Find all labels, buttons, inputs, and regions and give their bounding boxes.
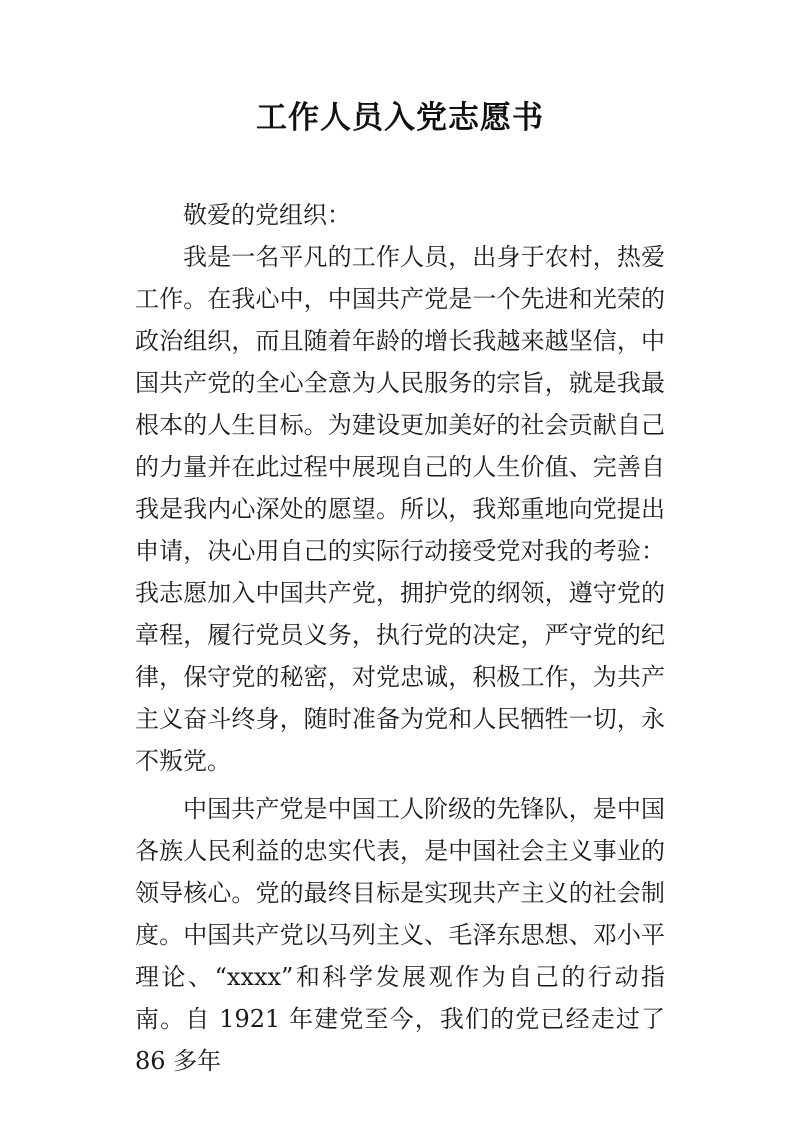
document-title: 工作人员入党志愿书 (256, 100, 544, 136)
salutation: 敬爱的党组织： (183, 201, 351, 229)
document-body (135, 194, 665, 1082)
paragraph-2: 中国共产党是中国工人阶级的先锋队，是中国各族人民利益的忠实代表，是中国社会主义事业的领导核心。党的最终目标是实现共产主义的社会制度。中国共产党以马列主义、毛泽东思想、邓小平理论、“xxxx”和科学发展观作为自己的行动指南。自 1921 年建党至今，我们的党已经走过了 86 多年 (135, 795, 665, 1075)
paragraph-1: 我是一名平凡的工作人员，出身于农村，热爱工作。在我心中，中国共产党是一个先进和光荣的政治组织，而且随着年龄的增长我越来越坚信，中国共产党的全心全意为人民服务的宗旨，就是我最根本的人生目标。为建设更加美好的社会贡献自己的力量并在此过程中展现自己的人生价值、完善自我是我内心深处的愿望。所以，我郑重地向党提出申请，决心用自己的实际行动接受党对我的考验：我志愿加入中国共产党，拥护党的纲领，遵守党的章程，履行党员义务，执行党的决定，严守党的纪律，保守党的秘密，对党忠诚，积极工作，为共产主义奋斗终身，随时准备为党和人民牺牲一切，永不叛党。 (135, 243, 665, 775)
